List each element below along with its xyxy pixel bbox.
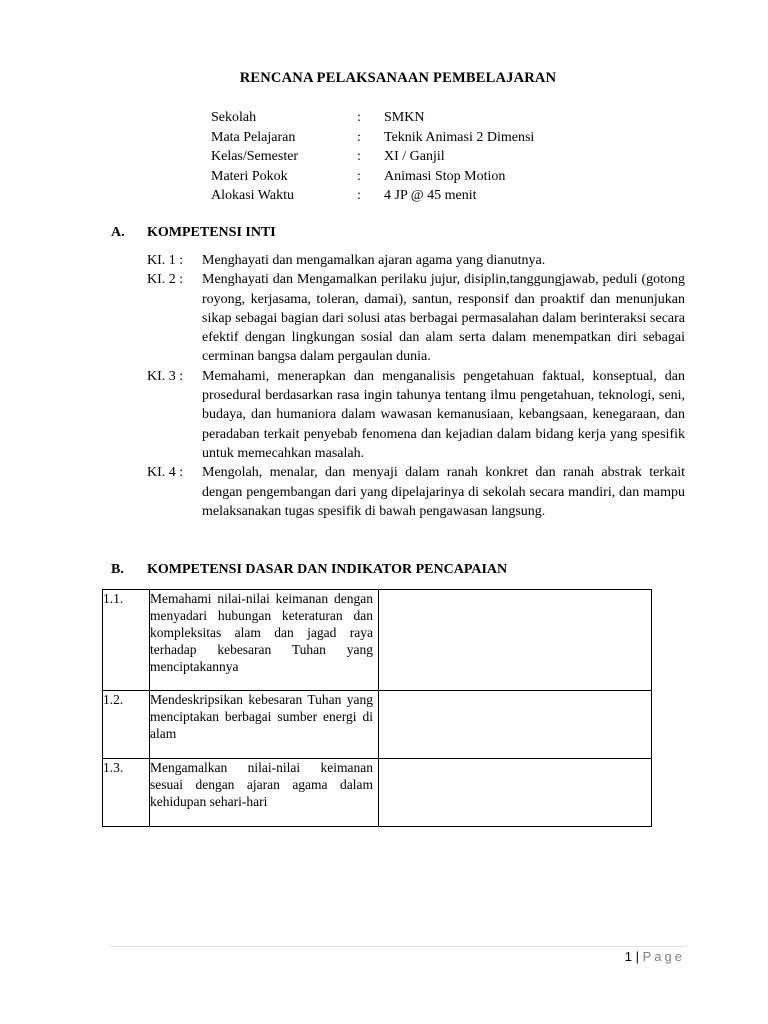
section-letter: B. [111, 562, 124, 577]
identity-row [211, 147, 534, 167]
ki-item [147, 251, 685, 270]
kd-number-cell [103, 590, 150, 691]
ki-text: Menghayati dan Mengamalkan perilaku jujur, disiplin,tanggungjawab, peduli (gotong royong, kerjasama, toleran, damai), santun, responsif dan proaktif dan menunjukan sikap sebagai bagian dari solusi atas berbagai permasalahan dalam berinteraksi secara efektif dengan lingkungan sosial dan alam serta dalam menempatkan diri sebagai cerminan bangsa dalam pergaulan dunia. [202, 272, 685, 365]
identity-separator: : [357, 188, 361, 203]
ki-code: KI. 4 : [147, 465, 184, 481]
identity-label: Sekolah [211, 110, 257, 125]
kd-table [102, 589, 652, 827]
identity-row [211, 128, 534, 148]
section-a-heading [111, 225, 276, 241]
identity-value: XI / Ganjil [384, 149, 445, 164]
kd-indicator-cell [379, 590, 652, 691]
identity-label: Alokasi Waktu [211, 188, 294, 203]
page-separator: | [635, 949, 639, 964]
identity-label: Materi Pokok [211, 168, 288, 184]
ki-list [147, 251, 685, 521]
identity-value: Animasi Stop Motion [384, 168, 506, 184]
section-title: KOMPETENSI DASAR DAN INDIKATOR PENCAPAIAN [147, 562, 508, 577]
ki-code: KI. 3 : [147, 368, 184, 384]
ki-item [147, 463, 685, 521]
identity-separator: : [357, 168, 361, 184]
identity-value: SMKN [384, 110, 425, 125]
ki-item [147, 270, 685, 366]
table-row [103, 759, 652, 827]
kd-number-cell [103, 691, 150, 759]
page-title: RENCANA PELAKSANAAN PEMBELAJARAN [239, 70, 557, 86]
kd-number: 1.3. [103, 760, 124, 775]
identity-block [211, 108, 534, 206]
kd-number-cell [103, 759, 150, 827]
identity-label: Mata Pelajaran [211, 129, 296, 145]
page-word: Page [642, 949, 685, 964]
table-row [103, 590, 652, 691]
page-footer [625, 949, 685, 964]
identity-row [211, 108, 534, 128]
identity-separator: : [357, 149, 361, 164]
identity-value: 4 JP @ 45 menit [384, 188, 477, 203]
section-b-heading [111, 562, 507, 578]
identity-label: Kelas/Semester [211, 149, 299, 164]
ki-text: Mengolah, menalar, dan menyaji dalam ranah konkret dan ranah abstrak terkait dengan pengembangan dari yang dipelajarinya di sekolah secara mandiri, dan mampu melaksanakan tugas spesifik di bawah pengawasan langsung. [202, 465, 685, 519]
section-letter: A. [111, 225, 125, 240]
ki-text: Memahami, menerapkan dan menganalisis pengetahuan faktual, konseptual, dan prosedural berdasarkan rasa ingin tahunya tentang ilmu pengetahuan, teknologi, seni, budaya, dan humaniora dalam wawasan kemanusiaan, kebangsaan, kenegaraan, dan peradaban terkait penyebab fenomena dan kejadian dalam bidang kerja yang spesifik untuk memecahkan masalah. [202, 368, 685, 461]
kd-indicator-cell [379, 759, 652, 827]
kd-description-cell [150, 691, 379, 759]
identity-row [211, 186, 534, 206]
ki-item [147, 367, 685, 463]
identity-row [211, 167, 534, 187]
kd-description: Mengamalkan nilai-nilai keimanan sesuai dengan ajaran agama dalam kehidupan sehari-hari [150, 760, 373, 809]
kd-description: Mendeskripsikan kebesaran Tuhan yang menciptakan berbagai sumber energi di alam [150, 692, 373, 741]
identity-separator: : [357, 129, 361, 145]
kd-indicator-cell [379, 691, 652, 759]
page-number: 1 [624, 949, 632, 964]
kd-number: 1.2. [103, 692, 124, 707]
ki-text: Menghayati dan mengamalkan ajaran agama yang dianutnya. [202, 253, 546, 268]
identity-separator: : [357, 110, 361, 125]
kd-description: Memahami nilai-nilai keimanan dengan menyadari hubungan keteraturan dan kompleksitas alam dan jagad raya terhadap kebesaran Tuhan yang menciptakannya [150, 591, 373, 674]
section-title: KOMPETENSI INTI [147, 225, 276, 240]
table-row [103, 691, 652, 759]
ki-code: KI. 2 : [147, 272, 184, 288]
identity-value: Teknik Animasi 2 Dimensi [384, 129, 535, 145]
kd-number: 1.1. [103, 591, 124, 606]
kd-description-cell [150, 759, 379, 827]
kd-description-cell [150, 590, 379, 691]
ki-code: KI. 1 : [147, 253, 184, 268]
footer-divider [110, 946, 686, 947]
